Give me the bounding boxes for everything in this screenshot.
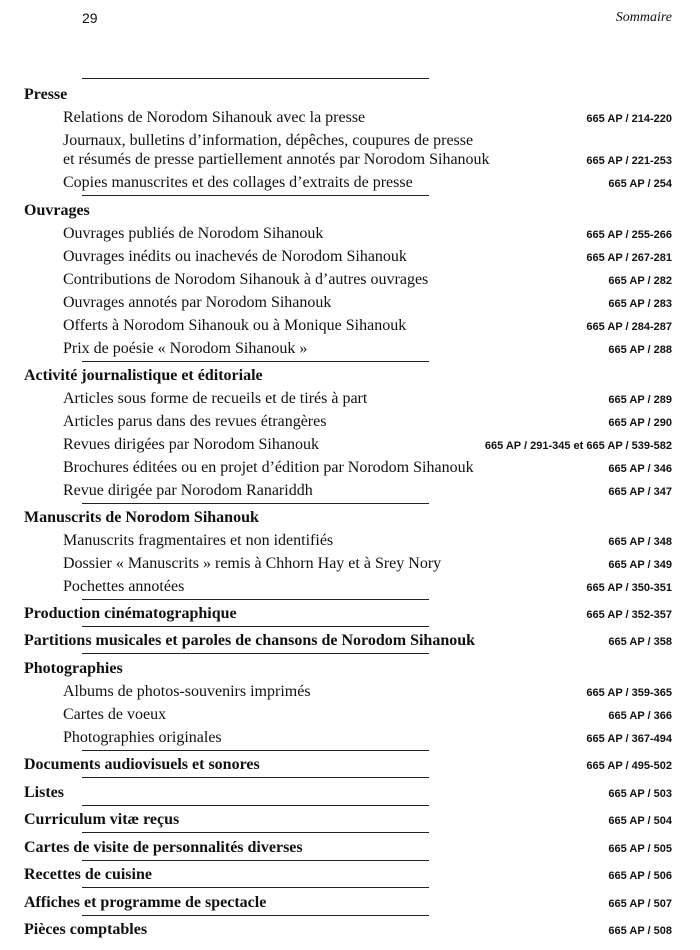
divider bbox=[82, 503, 429, 504]
entry-title: Offerts à Norodom Sihanouk ou à Monique Sihanouk bbox=[63, 317, 407, 334]
entry-reference: 665 AP / 508 bbox=[608, 925, 672, 937]
entry-reference: 665 AP / 288 bbox=[608, 344, 672, 356]
toc-section-manuscrits bbox=[0, 508, 700, 530]
entry-title: Revues dirigées par Norodom Sihanouk bbox=[63, 436, 319, 453]
toc-section-cartes bbox=[0, 838, 700, 860]
toc-entry bbox=[0, 531, 700, 553]
entry-title: Relations de Norodom Sihanouk avec la presse bbox=[63, 109, 366, 126]
section-title: Recettes de cuisine bbox=[24, 866, 152, 883]
entry-reference: 665 AP / 359-365 bbox=[586, 687, 672, 699]
entry-title: Ouvrages inédits ou inachevés de Norodom Sihanouk bbox=[63, 248, 407, 265]
toc-section-activite bbox=[0, 366, 700, 388]
toc-section-cinema bbox=[0, 604, 700, 626]
divider bbox=[82, 777, 429, 778]
toc-entry bbox=[0, 577, 700, 599]
toc-section-photographies bbox=[0, 659, 700, 681]
entry-reference: 665 AP / 289 bbox=[608, 394, 672, 406]
entry-reference: 665 AP / 507 bbox=[608, 898, 672, 910]
entry-title: Brochures éditées ou en projet d’édition par Norodom Sihanouk bbox=[63, 459, 474, 476]
toc-entry bbox=[0, 316, 700, 338]
section-title: Pièces comptables bbox=[24, 921, 148, 938]
divider bbox=[82, 626, 429, 627]
entry-reference: 665 AP / 267-281 bbox=[586, 252, 672, 264]
divider bbox=[82, 78, 429, 79]
entry-reference: 665 AP / 366 bbox=[608, 710, 672, 722]
entry-reference: 665 AP / 284-287 bbox=[586, 321, 672, 333]
toc-entry bbox=[0, 481, 700, 503]
entry-reference: 665 AP / 254 bbox=[608, 178, 672, 190]
entry-title: Contributions de Norodom Sihanouk à d’autres ouvrages bbox=[63, 271, 429, 288]
toc-section-ouvrages bbox=[0, 201, 700, 223]
toc-section-cv bbox=[0, 810, 700, 832]
toc-entry bbox=[0, 554, 700, 576]
toc-section-partitions bbox=[0, 631, 700, 653]
section-title: Production cinématographique bbox=[24, 605, 237, 622]
divider bbox=[82, 887, 429, 888]
section-title: Cartes de visite de personnalités diverses bbox=[24, 839, 303, 856]
section-title: Listes bbox=[24, 784, 64, 801]
toc-entry bbox=[0, 458, 700, 480]
entry-reference: 665 AP / 352-357 bbox=[586, 609, 672, 621]
entry-title: Journaux, bulletins d’information, dépêches, coupures de presse bbox=[63, 132, 474, 149]
toc-entry bbox=[0, 270, 700, 292]
entry-reference: 665 AP / 348 bbox=[608, 536, 672, 548]
entry-title: Revue dirigée par Norodom Ranariddh bbox=[63, 482, 313, 499]
entry-title: Articles sous forme de recueils et de tirés à part bbox=[63, 390, 368, 407]
toc-entry bbox=[0, 435, 700, 457]
toc-entry bbox=[0, 705, 700, 727]
section-title: Documents audiovisuels et sonores bbox=[24, 756, 260, 773]
toc-entry bbox=[0, 150, 700, 172]
entry-title: Ouvrages annotés par Norodom Sihanouk bbox=[63, 294, 332, 311]
entry-title: Copies manuscrites et des collages d’extraits de presse bbox=[63, 174, 413, 191]
entry-reference: 665 AP / 495-502 bbox=[586, 760, 672, 772]
toc-section-audiovisuel bbox=[0, 755, 700, 777]
toc-section-affiches bbox=[0, 893, 700, 915]
toc-entry bbox=[0, 173, 700, 195]
entry-reference: 665 AP / 358 bbox=[608, 636, 672, 648]
entry-title: Pochettes annotées bbox=[63, 578, 185, 595]
divider bbox=[82, 195, 429, 196]
section-title: Partitions musicales et paroles de chansons de Norodom Sihanouk bbox=[24, 632, 476, 649]
entry-title: Photographies originales bbox=[63, 729, 222, 746]
entry-reference: 665 AP / 503 bbox=[608, 788, 672, 800]
entry-title: Manuscrits fragmentaires et non identifiés bbox=[63, 532, 334, 549]
divider bbox=[82, 805, 429, 806]
entry-title-continued: et résumés de presse partiellement annotés par Norodom Sihanouk bbox=[63, 151, 490, 168]
entry-reference: 665 AP / 291-345 et 665 AP / 539-582 bbox=[484, 440, 672, 452]
divider bbox=[82, 653, 429, 654]
entry-reference: 665 AP / 504 bbox=[608, 815, 672, 827]
entry-reference: 665 AP / 214-220 bbox=[586, 113, 672, 125]
toc-entry bbox=[0, 293, 700, 315]
toc-entry bbox=[0, 682, 700, 704]
toc-entry bbox=[0, 108, 700, 130]
section-title: Curriculum vitæ reçus bbox=[24, 811, 180, 828]
entry-reference: 665 AP / 282 bbox=[608, 275, 672, 287]
section-title: Ouvrages bbox=[24, 202, 90, 219]
entry-reference: 665 AP / 350-351 bbox=[586, 582, 672, 594]
divider bbox=[82, 915, 429, 916]
section-title: Photographies bbox=[24, 660, 123, 677]
toc-section-recettes bbox=[0, 865, 700, 887]
section-title: Presse bbox=[24, 86, 68, 103]
toc-section-pieces bbox=[0, 920, 700, 942]
entry-title: Cartes de voeux bbox=[63, 706, 167, 723]
entry-title: Dossier « Manuscrits » remis à Chhorn Hay et à Srey Nory bbox=[63, 555, 442, 572]
entry-reference: 665 AP / 255-266 bbox=[586, 229, 672, 241]
entry-reference: 665 AP / 506 bbox=[608, 870, 672, 882]
toc-entry bbox=[0, 389, 700, 411]
entry-title: Articles parus dans des revues étrangères bbox=[63, 413, 327, 430]
entry-reference: 665 AP / 349 bbox=[608, 559, 672, 571]
entry-reference: 665 AP / 290 bbox=[608, 417, 672, 429]
entry-reference: 665 AP / 221-253 bbox=[586, 155, 672, 167]
entry-reference: 665 AP / 367-494 bbox=[586, 733, 672, 745]
section-title: Manuscrits de Norodom Sihanouk bbox=[24, 509, 259, 526]
entry-title: Ouvrages publiés de Norodom Sihanouk bbox=[63, 225, 324, 242]
toc-entry bbox=[0, 339, 700, 361]
entry-reference: 665 AP / 347 bbox=[608, 486, 672, 498]
toc-entry bbox=[0, 247, 700, 269]
divider bbox=[82, 832, 429, 833]
divider bbox=[82, 361, 429, 362]
divider bbox=[82, 860, 429, 861]
toc-section-presse bbox=[0, 85, 700, 107]
toc-entry bbox=[0, 728, 700, 750]
entry-reference: 665 AP / 283 bbox=[608, 298, 672, 310]
entry-title: Prix de poésie « Norodom Sihanouk » bbox=[63, 340, 308, 357]
entry-reference: 665 AP / 505 bbox=[608, 843, 672, 855]
divider bbox=[82, 599, 429, 600]
section-title: Activité journalistique et éditoriale bbox=[24, 367, 263, 384]
toc-section-listes bbox=[0, 783, 700, 805]
toc-entry bbox=[0, 224, 700, 246]
entry-title: Albums de photos-souvenirs imprimés bbox=[63, 683, 311, 700]
running-title: Sommaire bbox=[615, 10, 672, 25]
entry-reference: 665 AP / 346 bbox=[608, 463, 672, 475]
divider bbox=[82, 750, 429, 751]
section-title: Affiches et programme de spectacle bbox=[24, 894, 267, 911]
toc-entry bbox=[0, 412, 700, 434]
page-number: 29 bbox=[82, 10, 98, 26]
